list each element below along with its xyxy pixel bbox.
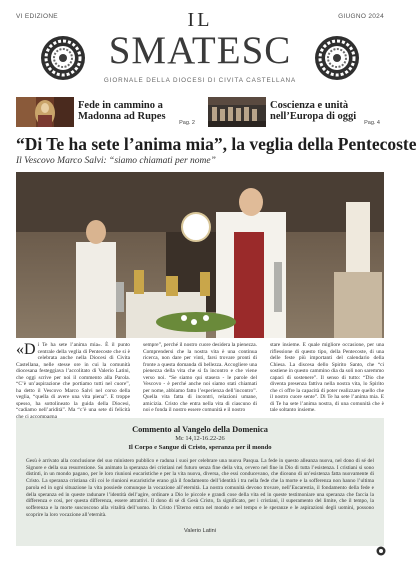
teaser-strip <box>16 97 384 127</box>
teaser-europa-thumbnail <box>208 97 266 127</box>
commentary-text: Gesù è arrivato alla conclusione del suo ministero pubblico e raduna i suoi per celebrare una nuova Pasqua. La fede in questo alleanza nuova, nel dono di sé del Signore e della sua resurrezione. Su animato la speranza dei cristiani nel futuro senza fine della vita, ovvero nel fine in Dio di tutta l’esistenza. I cristiani si sono distinti, in un mondo pagano, per le loro riunioni eucaristiche e per la vita nuova, diversa, che essi conducevano, che diceano di un’esistenza fatta nuovamente di Cristo. La speranza cristiana cili coi le riunioni eucaristiche erano già il fondamento dell’identità i tra nella fede che la morte e la sofferenza non hanno l’ultima parola ed in ogni situazione la vita possiede comunque la vocazione all’eternità. La nostra comunità devono trovare, nell’Eucarestia, il fondamento della fede e della speranza ed in queste radunare l’identità dell’agire, ordinare a Dio le piccole e grandi cose della vita ed in queste testimoniare una speranza che faccia la differenza e così, per questa differenza, essere attrattivi. Il dono di sé di Gesù Cristo, fa significato, per i cristiani, il superamento del limite, che il tempo, la sofferenza e la morte suscoscono alla vitalità dell’uomo. In Cristo l’Eterno entra nel mondo e nel tempo e le speranze e le aspirazioni degli uomini, possono scoprire la loro vocazione all’eternità. <box>26 458 374 518</box>
masthead-title-main: SMATESC <box>108 29 292 72</box>
article-column-2: sempre”, perché il nostro cuore desidera la pienezza. Comprendersi che la nostra vita è una continua ricerca, non dare per vinti, farsi trovare pronti di fronte a questa domanda di bellezza. Accogliere una pienezza della vita che si fa incontro e che viene verso noi. “Se siamo qui stasera - le parole del Vescovo - è perché anche noi siamo stati chiamati per nome, abbiamo fatto l’esperienza dell’incontro”. Quella vita fatta di incontri, relazioni umane, amicizia. Cristo che entra nella vita di ciascuno di noi e fonda il nostro essere comunità e il nostro <box>143 342 257 414</box>
teaser-europa-title: Coscienza e unità nell’Europa di oggi <box>270 100 357 122</box>
commentary-title: Commento al Vangelo della Domenica <box>132 425 268 434</box>
teaser-madonna-page: Pag. 2 <box>179 120 195 126</box>
edition-label: VI EDIZIONE <box>16 13 58 20</box>
masthead-title-top: IL <box>187 9 213 31</box>
teaser-madonna-title: Fede in cammino a Madonna ad Rupes <box>78 100 166 122</box>
article-subheadline: Il Vescovo Marco Salvi: “siamo chiamati per nome” <box>16 156 216 166</box>
article-headline: “Di Te ha sete l’anima mia”, la veglia della Pentecoste <box>16 134 417 154</box>
article-column-1 <box>16 342 130 417</box>
commentary-reference: Mc 14,12-16.22-26 <box>175 435 225 442</box>
masthead <box>0 0 400 96</box>
article-photo <box>16 172 384 338</box>
teaser-madonna[interactable] <box>16 97 199 127</box>
page-corner-mark-icon <box>376 546 386 556</box>
commentary-author: Valerio Latini <box>184 528 216 534</box>
article-body <box>16 342 384 417</box>
gospel-commentary-box <box>16 418 384 546</box>
issue-date: GIUGNO 2024 <box>338 13 384 20</box>
article-column-1-text: i Te ha sete l’anima mia». È il punto centrale della veglia di Pentecoste che si è celebrata anche nella Diocesi di Civita Castellana, nelle stesse ore in cui la comunità diocesana festeggiava l’accolitato di Valerio Latini, che oggi scrive per noi il commento alla Parola. “C’è un’aspirazione che portiamo tutti nel cuore”, ha detto il Vescovo Marco Salvi nel corso della veglia, “quella di avere una vita piena”. E troppe spesso, ha sottolineato la guida della Diocesi, “cadiamo nell’aridità”. Ma “c’è una sete di felicità <box>16 342 130 414</box>
teaser-europa-page: Pag. 4 <box>364 120 380 126</box>
commentary-subtitle: Il Corpo e Sangue di Cristo, speranza per il mondo <box>128 444 272 451</box>
teaser-europa[interactable] <box>208 97 384 127</box>
masthead-subtitle: GIORNALE DELLA DIOCESI DI CIVITA CASTELLANA <box>103 77 297 84</box>
article-column-3: stare insieme. E quale migliore occasione, per una riflessione di questo tipo, della Pentecoste, di una delle feste più importanti del calendario della Chiesa. La discesa dello Spirito Santo, che “ci sostiene in questo cammino dia da soli non saremmo capaci di sostenere”. Il senso di tutto: “Dio che diventa presenza fattiva nella nostra vita, lo Spirito che ci offre la capacità di poter realizzare quello che il nostro cuore sente”. Di Te ha sete l’anima mia. E di Te ha sete l’anima nostra, di una comunità che è tale soltanto insieme. <box>270 342 384 414</box>
article-dropcap: «D <box>16 341 36 358</box>
teaser-madonna-thumbnail <box>16 97 74 127</box>
